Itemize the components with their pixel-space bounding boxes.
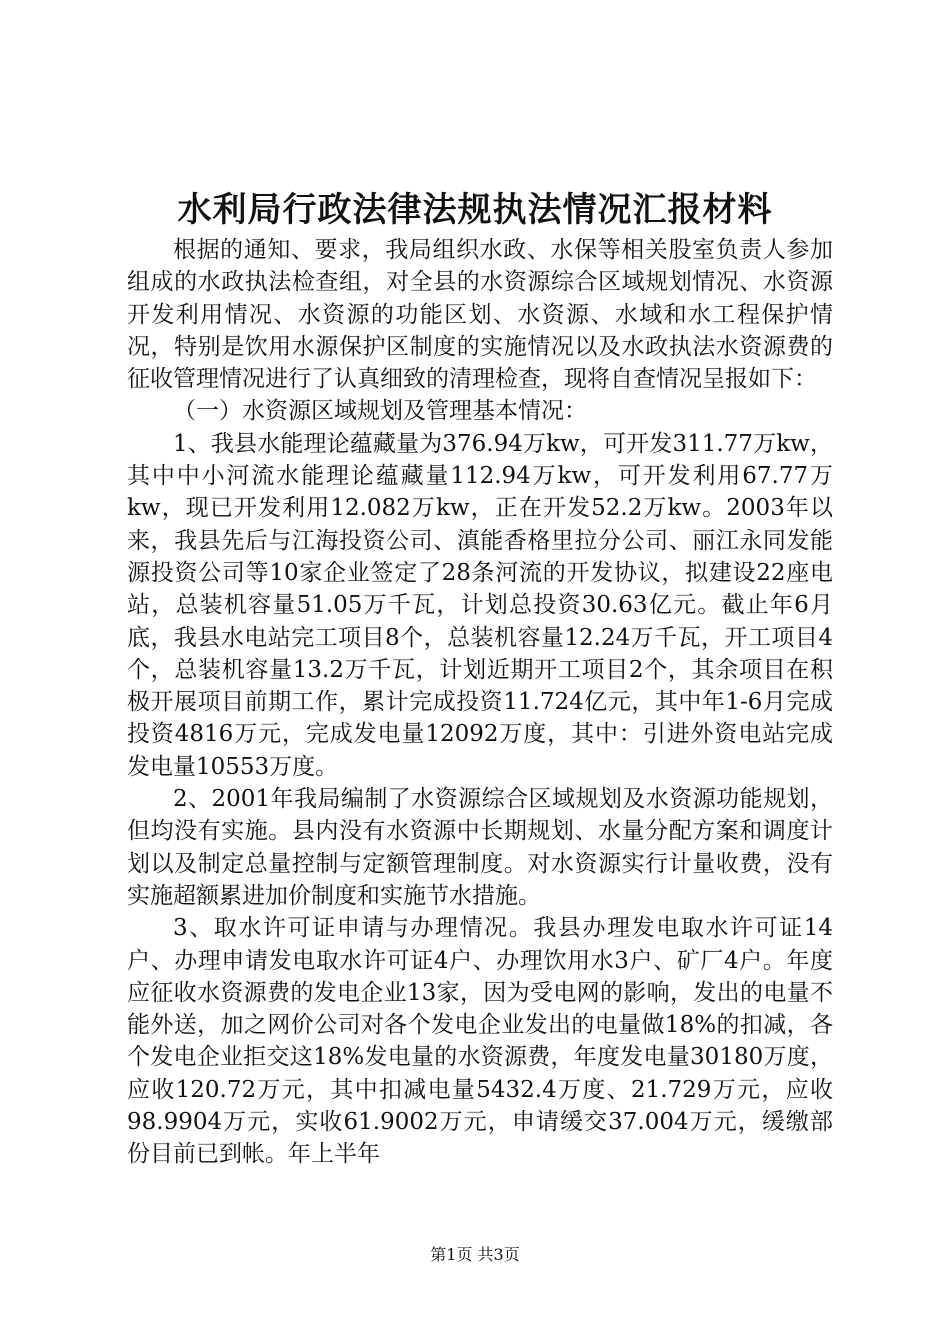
document-body — [127, 234, 833, 1171]
document-title: 水利局行政法律法规执法情况汇报材料 — [177, 190, 773, 230]
paragraph-item-1: 1、我县水能理论蕴藏量为376.94万kw，可开发311.77万kw，其中中小河流水能理论蕴藏量112.94万kw，可开发利用67.77万kw，现已开发利用12.082万kw，正在开发52.2万kw。2003年以来，我县先后与江海投资公司、滇能香格里拉分公司、丽江永同发能源投资公司等10家企业签定了28条河流的开发协议，拟建设22座电站，总装机容量51.05万千瓦，计划总投资30.63亿元。截止年6月底，我县水电站完工项目8个，总装机容量12.24万千瓦，开工项目4个，总装机容量13.2万千瓦，计划近期开工项目2个，其余项目在积极开展项目前期工作，累计完成投资11.724亿元，其中年1-6月完成投资4816万元，完成发电量12092万度，其中：引进外资电站完成发电量10553万度。 — [127, 430, 833, 780]
section-heading: （一）水资源区域规划及管理基本情况： — [173, 398, 587, 425]
paragraph-intro: 根据的通知、要求，我局组织水政、水保等相关股室负责人参加组成的水政执法检查组，对全县的水资源综合区域规划情况、水资源开发利用情况、水资源的功能区划、水资源、水域和水工程保护情况，特别是饮用水源保护区制度的实施情况以及水政执法水资源费的征收管理情况进行了认真细致的清理检查，现将自查情况呈报如下： — [127, 237, 833, 393]
page-number-footer: 第1页 共3页 — [430, 1245, 520, 1264]
paragraph-item-3: 3、取水许可证申请与办理情况。我县办理发电取水许可证14户、办理申请发电取水许可证4户、办理饮用水3户、矿厂4户。年度应征收水资源费的发电企业13家，因为受电网的影响，发出的电量不能外送，加之网价公司对各个发电企业发出的电量做18%的扣减，各个发电企业拒交这18%发电量的水资源费，年度发电量30180万度，应收120.72万元，其中扣减电量5432.4万度、21.729万元，应收98.9904万元，实收61.9002万元，申请缓交37.004万元，缓缴部份目前已到帐。年上半年 — [127, 915, 833, 1168]
paragraph-item-2: 2、2001年我局编制了水资源综合区域规划及水资源功能规划，但均没有实施。县内没有水资源中长期规划、水量分配方案和调度计划以及制定总量控制与定额管理制度。对水资源实行计量收费，没有实施超额累进加价制度和实施节水措施。 — [127, 786, 833, 909]
